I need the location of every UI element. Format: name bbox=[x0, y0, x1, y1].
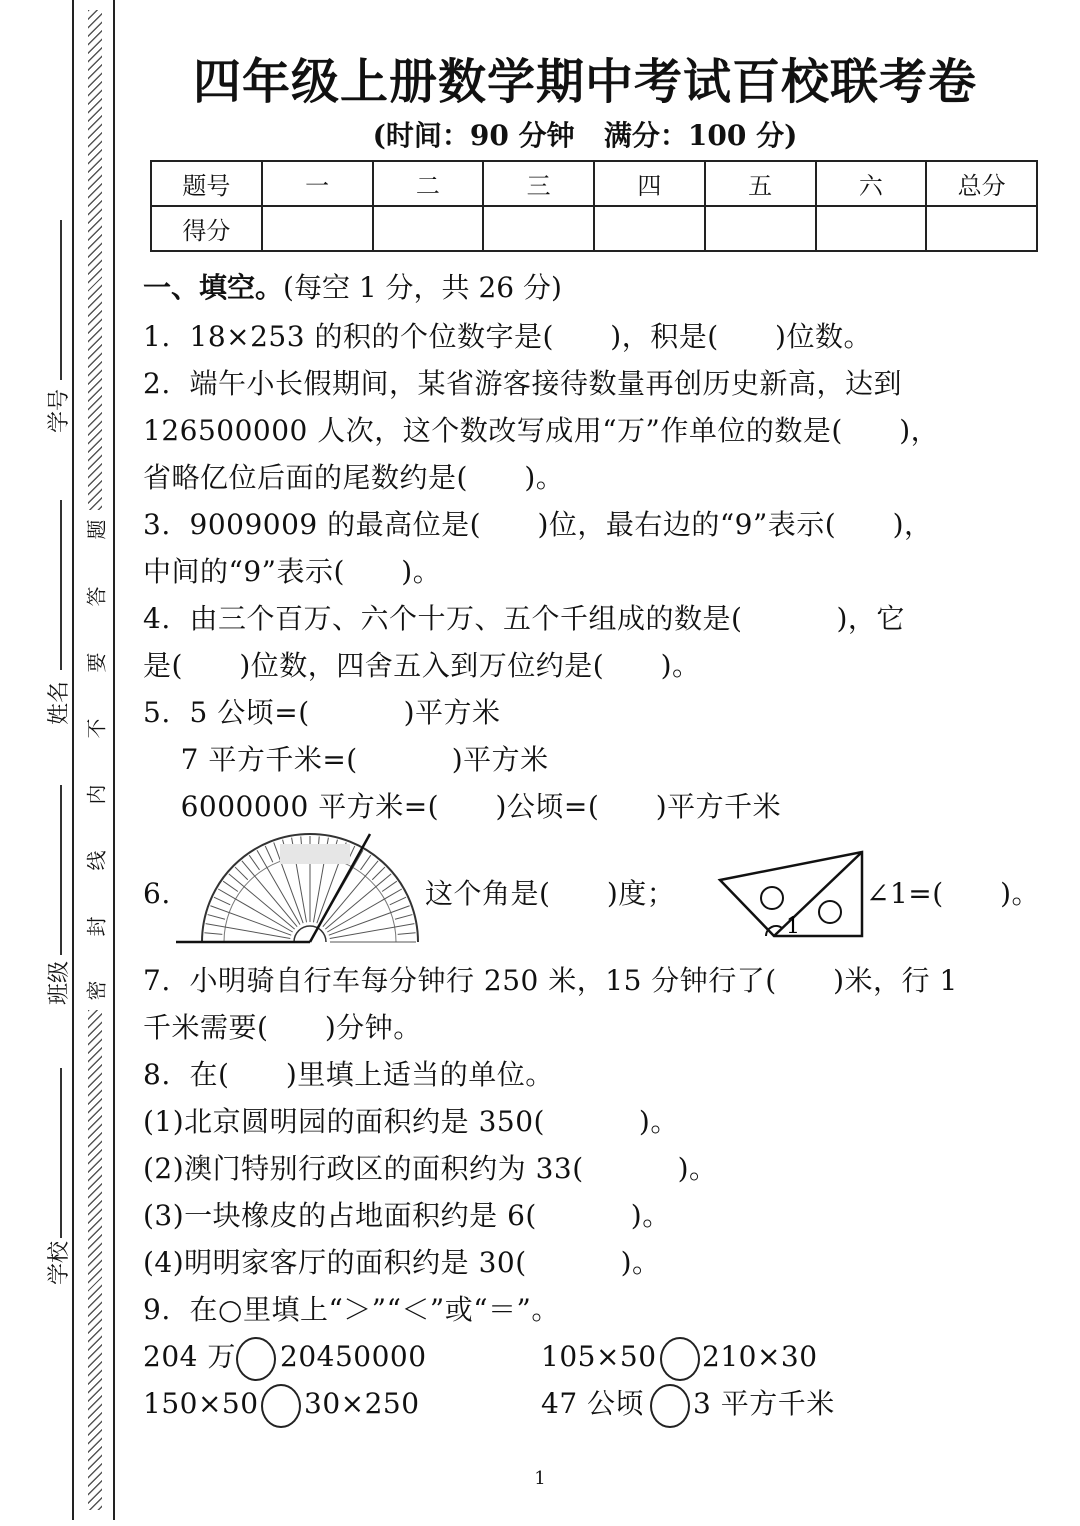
protractor-tick bbox=[325, 874, 391, 929]
score-input-cell[interactable] bbox=[373, 206, 484, 251]
class-label: 班级 bbox=[47, 960, 73, 1006]
protractor-tick bbox=[330, 924, 415, 939]
protractor-tick bbox=[390, 897, 406, 905]
compare-b-circle[interactable] bbox=[660, 1337, 700, 1381]
hatch-bottom bbox=[88, 1010, 102, 1510]
question-5-line-1: 5. 5 公顷=( )平方米 bbox=[143, 696, 501, 729]
protractor-tick bbox=[265, 846, 273, 862]
score-table-cell: 五 bbox=[705, 161, 816, 206]
score-table-cell: 一 bbox=[262, 161, 373, 206]
protractor-tick bbox=[395, 915, 412, 920]
question-8-item-2: (2)澳门特别行政区的面积约为 33( )。 bbox=[143, 1152, 718, 1185]
compare-d-circle[interactable] bbox=[650, 1384, 690, 1428]
question-2-line-2: 126500000 人次，这个数改写成用“万”作单位的数是( )， bbox=[143, 414, 940, 447]
hatch-top bbox=[88, 10, 102, 510]
compare-d-right: 3 平方千米 bbox=[693, 1387, 835, 1420]
seal-char: 不 bbox=[81, 716, 110, 742]
compare-c-right: 30×250 bbox=[304, 1387, 420, 1420]
score-input-cell[interactable] bbox=[705, 206, 816, 251]
score-table-cell: 总分 bbox=[926, 161, 1037, 206]
protractor-tick bbox=[204, 933, 222, 935]
seal-char: 答 bbox=[81, 584, 110, 610]
score-table-cell: 二 bbox=[373, 161, 484, 206]
protractor-tick bbox=[360, 855, 370, 870]
score-input-cell[interactable] bbox=[594, 206, 705, 251]
seal-char: 线 bbox=[81, 848, 110, 874]
question-8-item-4: (4)明明家客厅的面积约是 30( )。 bbox=[143, 1246, 661, 1279]
compare-a-left: 204 万 bbox=[143, 1340, 236, 1373]
question-4-line-1: 4. 由三个百万、六个十万、五个千组成的数是( )，它 bbox=[143, 602, 905, 635]
exam-subtitle: (时间：90 分钟 满分：100 分) bbox=[372, 119, 798, 152]
score-input-cell[interactable] bbox=[483, 206, 594, 251]
margin-line-left bbox=[72, 0, 74, 1520]
question-3-line-2: 中间的“9”表示( )。 bbox=[143, 555, 442, 588]
protractor-tick bbox=[235, 867, 248, 880]
protractor-tick bbox=[223, 881, 238, 891]
section-heading bbox=[143, 266, 562, 310]
seal-char: 题 bbox=[81, 517, 110, 543]
compare-c-circle[interactable] bbox=[261, 1384, 301, 1428]
score-table-cell: 题号 bbox=[151, 161, 262, 206]
question-3-line-1: 3. 9009009 的最高位是( )位，最右边的“9”表示( )， bbox=[143, 508, 933, 541]
binding-margin bbox=[0, 0, 120, 1526]
triangle-circle-right bbox=[819, 901, 841, 923]
protractor-tick bbox=[210, 906, 291, 935]
protractor-tick bbox=[242, 861, 297, 927]
score-table-cell: 六 bbox=[816, 161, 927, 206]
score-table-score-row bbox=[151, 206, 1037, 251]
question-8-item-3: (3)一块橡皮的占地面积约是 6( )。 bbox=[143, 1199, 671, 1232]
student-id-field[interactable] bbox=[60, 220, 62, 380]
protractor-tick bbox=[249, 855, 259, 870]
class-field[interactable] bbox=[60, 785, 62, 955]
seal-char: 内 bbox=[81, 782, 110, 808]
question-1: 1. 18×253 的积的个位数字是( )，积是( )位数。 bbox=[143, 320, 872, 353]
question-8-item-1: (1)北京圆明园的面积约是 350( )。 bbox=[143, 1105, 679, 1138]
protractor-tick bbox=[382, 881, 397, 891]
protractor-tick bbox=[208, 915, 225, 920]
seal-char: 要 bbox=[81, 650, 110, 676]
protractor-tick bbox=[372, 867, 385, 880]
question-6-angle-text: ∠1=( )。 bbox=[866, 877, 1040, 910]
school-field[interactable] bbox=[60, 1068, 62, 1238]
page-number: 1 bbox=[534, 1468, 546, 1489]
student-id-label: 学号 bbox=[47, 388, 73, 434]
seal-char: 封 bbox=[81, 914, 110, 940]
question-2-line-3: 省略亿位后面的尾数约是( )。 bbox=[143, 461, 565, 494]
question-6-protractor-text: 这个角是( )度； bbox=[425, 877, 676, 910]
exam-title: 四年级上册数学期中考试百校联考卷 bbox=[192, 54, 977, 110]
score-table-cell: 三 bbox=[483, 161, 594, 206]
triangle-figure bbox=[716, 850, 868, 942]
question-7-line-1: 7. 小明骑自行车每分钟行 250 米，15 分钟行了( )米，行 1 bbox=[143, 964, 958, 997]
angle-1-label: 1 bbox=[786, 914, 800, 939]
section-heading-note: (每空 1 分，共 26 分) bbox=[283, 271, 562, 304]
score-table-header-row bbox=[151, 161, 1037, 206]
question-4-line-2: 是( )位数，四舍五入到万位约是( )。 bbox=[143, 649, 701, 682]
score-input-cell[interactable] bbox=[926, 206, 1037, 251]
question-8-line-1: 8. 在( )里填上适当的单位。 bbox=[143, 1058, 554, 1091]
seal-char: 密 bbox=[81, 978, 110, 1004]
protractor-tick bbox=[218, 889, 292, 932]
blurred-label bbox=[280, 844, 350, 864]
score-input-cell[interactable] bbox=[816, 206, 927, 251]
question-2-line-1: 2. 端午小长假期间，某省游客接待数量再创历史新高，达到 bbox=[143, 367, 903, 400]
protractor-tick bbox=[214, 897, 230, 905]
question-7-line-2: 千米需要( )分钟。 bbox=[143, 1011, 422, 1044]
question-6-number: 6. bbox=[143, 877, 171, 910]
compare-a-right: 20450000 bbox=[280, 1340, 427, 1373]
protractor-tick bbox=[229, 874, 295, 929]
compare-a-circle[interactable] bbox=[236, 1337, 276, 1381]
score-table bbox=[150, 160, 1038, 252]
protractor-tick bbox=[206, 924, 291, 939]
school-label: 学校 bbox=[47, 1240, 73, 1286]
protractor-figure bbox=[172, 832, 424, 947]
score-input-cell[interactable] bbox=[262, 206, 373, 251]
compare-d-left: 47 公顷 bbox=[541, 1387, 645, 1420]
compare-c-left: 150×50 bbox=[143, 1387, 259, 1420]
score-row-label: 得分 bbox=[151, 206, 262, 251]
question-9-line-1: 9. 在○里填上“＞”“＜”或“＝”。 bbox=[143, 1293, 560, 1326]
margin-line-right bbox=[113, 0, 115, 1520]
score-table-cell: 四 bbox=[594, 161, 705, 206]
protractor-tick bbox=[398, 933, 416, 935]
section-heading-bold: 一、填空。 bbox=[143, 271, 284, 304]
question-5-line-3: 6000000 平方米=( )公顷=( )平方千米 bbox=[143, 790, 782, 823]
triangle-circle-left bbox=[761, 887, 783, 909]
compare-b-right: 210×30 bbox=[702, 1340, 818, 1373]
name-field[interactable] bbox=[60, 500, 62, 670]
name-label: 姓名 bbox=[47, 680, 73, 726]
protractor-tick bbox=[329, 906, 410, 935]
question-5-line-2: 7 平方千米=( )平方米 bbox=[143, 743, 549, 776]
protractor-tick bbox=[327, 889, 401, 932]
compare-b-left: 105×50 bbox=[541, 1340, 657, 1373]
